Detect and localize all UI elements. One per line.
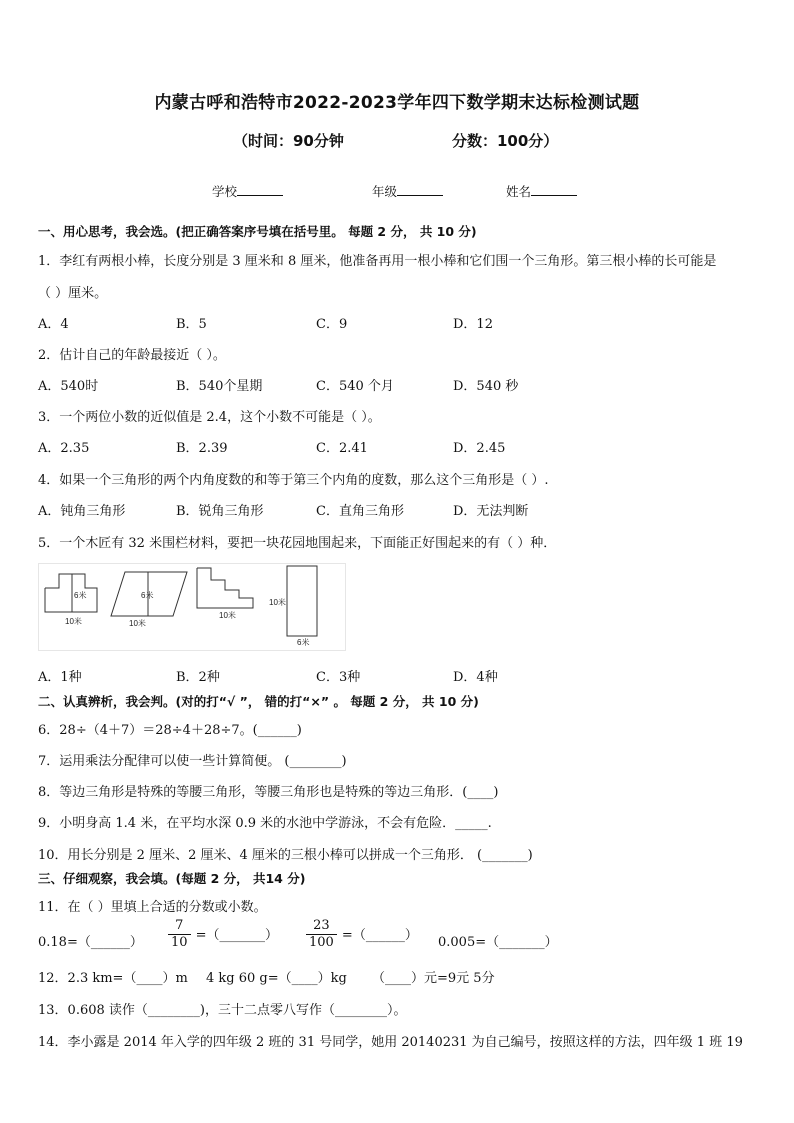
q5-label-5: 10米 <box>219 611 236 620</box>
q12-part-c[interactable]: （____）元=9元 5分 <box>372 971 495 986</box>
q1-text: 1．李红有两根小棒，长度分别是 3 厘米和 8 厘米，他准备再用一根小棒和它们围一个三角形。第三根小棒的长可能是 <box>38 254 717 269</box>
q14-text: 14．李小露是 2014 年入学的四年级 2 班的 31 号同学，她用 20140231 为自己编号，按照这样的方法，四年级 1 班 19 <box>38 1035 743 1050</box>
q5-option-a[interactable]: A．1种 <box>38 670 82 685</box>
q3-option-d[interactable]: D．2.45 <box>453 441 506 456</box>
name-field[interactable] <box>506 182 577 200</box>
q11-blank-b[interactable]: =（_______） <box>195 928 279 943</box>
q5-option-d[interactable]: D．4种 <box>453 670 498 685</box>
section2-heading: 二、认真辨析，我会判。(对的打“√ ”， 错的打“×” 。 每题 2 分， 共 10 分) <box>38 694 479 709</box>
q6-text[interactable]: 6．28÷（4＋7）＝28÷4＋28÷7。(______) <box>38 723 302 738</box>
q11-text: 11．在（ ）里填上合适的分数或小数。 <box>38 900 267 915</box>
q1-option-c[interactable]: C．9 <box>316 317 348 332</box>
q5-label-2: 10米 <box>65 617 82 626</box>
q5-option-b[interactable]: B．2种 <box>176 670 220 685</box>
q8-text[interactable]: 8．等边三角形是特殊的等腰三角形，等腰三角形也是特殊的等边三角形．(____) <box>38 785 499 800</box>
q13-text[interactable]: 13．0.608 读作（________)，三十二点零八写作（________）。 <box>38 1003 407 1018</box>
fraction-numerator: 23 <box>306 918 337 935</box>
q5-label-3: 6米 <box>141 591 154 600</box>
q3-option-b[interactable]: B．2.39 <box>176 441 228 456</box>
q11-blank-a[interactable]: 0.18=（______） <box>38 935 143 950</box>
q5-option-c[interactable]: C．3种 <box>316 670 361 685</box>
q11-blank-d[interactable]: 0.005=（_______） <box>438 935 558 950</box>
q12-part-b[interactable]: 4 kg 60 g=（____）kg <box>206 971 347 986</box>
page-title: 内蒙古呼和浩特市2022-2023学年四下数学期末达标检测试题 <box>154 93 640 113</box>
fraction-numerator: 7 <box>168 918 191 935</box>
q2-option-c[interactable]: C．540 个月 <box>316 379 394 394</box>
q1-option-b[interactable]: B．5 <box>176 317 207 332</box>
q5-label-6: 10米 <box>269 598 286 607</box>
school-blank[interactable] <box>237 183 283 196</box>
q5-shape-4 <box>287 566 317 636</box>
q2-text: 2．估计自己的年龄最接近（ ）。 <box>38 348 226 363</box>
q11-blank-c[interactable]: =（______） <box>341 928 418 943</box>
q5-label-7: 6米 <box>297 638 310 647</box>
q5-label-4: 10米 <box>129 619 146 628</box>
fraction-denominator: 100 <box>309 935 334 950</box>
q11-fraction-1 <box>168 918 278 951</box>
name-blank[interactable] <box>531 183 577 196</box>
q7-text[interactable]: 7．运用乘法分配律可以使一些计算简便。 (________) <box>38 754 347 769</box>
q4-option-c[interactable]: C．直角三角形 <box>316 504 404 519</box>
q4-text: 4．如果一个三角形的两个内角度数的和等于第三个内角的度数，那么这个三角形是（ ）. <box>38 473 549 488</box>
q3-option-c[interactable]: C．2.41 <box>316 441 368 456</box>
q4-option-d[interactable]: D．无法判断 <box>453 504 529 519</box>
q5-shape-3 <box>197 568 253 608</box>
school-field[interactable] <box>212 182 283 200</box>
q2-option-b[interactable]: B．540个星期 <box>176 379 263 394</box>
fraction-denominator: 10 <box>171 935 188 950</box>
grade-label: 年级 <box>372 184 398 199</box>
q9-text[interactable]: 9．小明身高 1.4 米，在平均水深 0.9 米的水池中学游泳，不会有危险．_____. <box>38 816 492 831</box>
q4-option-b[interactable]: B．锐角三角形 <box>176 504 264 519</box>
grade-field[interactable] <box>372 182 443 200</box>
q3-text: 3．一个两位小数的近似值是 2.4，这个小数不可能是（ ）。 <box>38 410 381 425</box>
q2-option-d[interactable]: D．540 秒 <box>453 379 519 394</box>
q1-text-cont: （ ）厘米。 <box>38 286 108 301</box>
name-label: 姓名 <box>506 184 532 199</box>
exam-time: （时间：90分钟 <box>233 132 344 150</box>
q3-option-a[interactable]: A．2.35 <box>38 441 90 456</box>
q12-part-a[interactable]: 12．2.3 km=（____）m <box>38 971 188 986</box>
q5-figure <box>38 563 346 651</box>
q1-option-d[interactable]: D．12 <box>453 317 493 332</box>
q5-text: 5．一个木匠有 32 米围栏材料，要把一块花园地围起来，下面能正好围起来的有（ ）种． <box>38 536 557 551</box>
grade-blank[interactable] <box>397 183 443 196</box>
q5-shape-1 <box>45 574 97 612</box>
q5-label-1: 6米 <box>74 591 87 600</box>
exam-score: 分数：100分） <box>452 132 559 150</box>
school-label: 学校 <box>212 184 238 199</box>
q10-text[interactable]: 10．用长分别是 2 厘米、2 厘米、4 厘米的三根小棒可以拼成一个三角形． (_______) <box>38 848 533 863</box>
q4-option-a[interactable]: A．钝角三角形 <box>38 504 126 519</box>
section3-heading: 三、仔细观察，我会填。(每题 2 分， 共14 分) <box>38 871 306 886</box>
q11-fraction-2 <box>306 918 418 951</box>
q2-option-a[interactable]: A．540时 <box>38 379 99 394</box>
section1-heading: 一、用心思考，我会选。(把正确答案序号填在括号里。 每题 2 分， 共 10 分) <box>38 224 477 239</box>
q1-option-a[interactable]: A．4 <box>38 317 69 332</box>
